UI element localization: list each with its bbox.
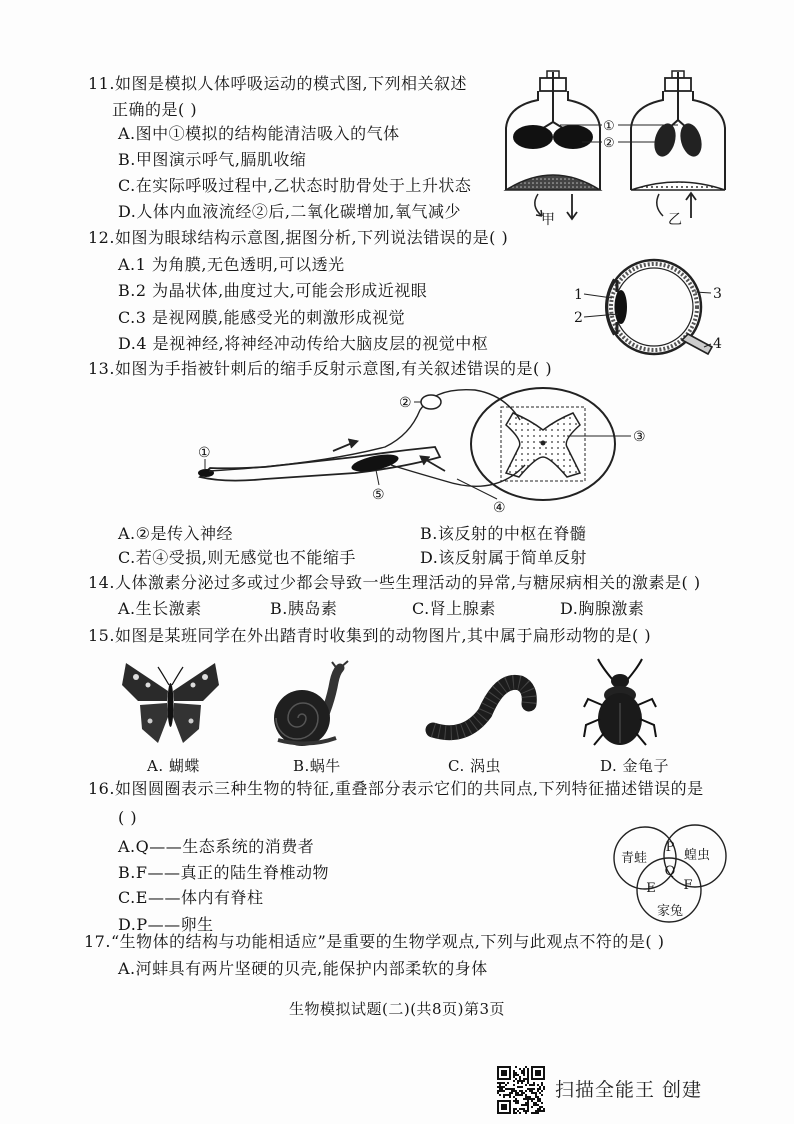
qr-module [525, 1102, 527, 1104]
qr-module [523, 1078, 525, 1080]
qr-module [513, 1096, 515, 1098]
qr-module [535, 1110, 537, 1112]
q15-option-c: C. 涡虫 [448, 757, 501, 775]
reflex-label-5: ⑤ [372, 487, 385, 503]
qr-module [505, 1084, 507, 1086]
qr-module [537, 1112, 539, 1114]
qr-module [539, 1098, 541, 1100]
qr-module [523, 1074, 525, 1076]
qr-module [535, 1112, 537, 1114]
q13-option-d: D.该反射属于简单反射 [420, 548, 587, 567]
qr-module [501, 1070, 507, 1076]
qr-code [497, 1066, 545, 1114]
qr-module [543, 1086, 545, 1088]
qr-module [509, 1096, 511, 1098]
venn-label-q: Q [664, 864, 676, 879]
q13-stem: 13.如图为手指被针刺后的缩手反射示意图,有关叙述错误的是( ) [88, 359, 553, 378]
q14-option-a: A.生长激素 [118, 599, 202, 618]
qr-module [511, 1088, 513, 1090]
qr-module [513, 1108, 515, 1110]
venn-diagram [612, 826, 730, 924]
q11-stem-line-2: 正确的是( ) [112, 100, 198, 119]
q11-option-d: D.人体内血液流经②后,二氧化碳增加,氧气减少 [118, 202, 462, 221]
lung-left-b [553, 125, 593, 149]
qr-module [519, 1080, 521, 1082]
qr-module [533, 1082, 535, 1084]
qr-module [503, 1094, 505, 1096]
planarian-image [425, 668, 537, 746]
qr-module [531, 1084, 533, 1086]
scanner-watermark: 扫描全能王 创建 [555, 1079, 703, 1101]
qr-module [517, 1094, 519, 1096]
q16-stem-line-2: ( ) [118, 808, 138, 827]
qr-module [499, 1086, 501, 1088]
qr-module [525, 1096, 527, 1098]
reflex-arc-figure [195, 385, 653, 520]
qr-module [537, 1100, 539, 1102]
qr-module [515, 1092, 517, 1094]
diaphragm-left [506, 175, 600, 190]
qr-module [533, 1084, 535, 1086]
venn-label-p: P [665, 840, 675, 855]
qr-module [541, 1084, 543, 1086]
eye-label-1: 1 [574, 287, 583, 303]
qr-module [509, 1092, 511, 1094]
breathing-model-figure [500, 70, 728, 228]
q12-option-c: C.3 是视网膜,能感受光的刺激形成视觉 [118, 308, 406, 327]
beetle-image [578, 655, 663, 750]
qr-module [521, 1086, 523, 1088]
qr-module [497, 1092, 499, 1094]
qr-module [541, 1082, 543, 1084]
qr-module [519, 1086, 521, 1088]
qr-module [517, 1100, 519, 1102]
qr-module [539, 1110, 541, 1112]
ganglion [421, 395, 441, 409]
q16-stem-line-1: 16.如图圆圈表示三种生物的特征,重叠部分表示它们的共同点,下列特征描述错误的是 [88, 779, 704, 798]
q11-stem-line-1: 11.如图是模拟人体呼吸运动的模式图,下列相关叙述 [88, 74, 468, 93]
qr-module [531, 1100, 533, 1102]
qr-module [529, 1084, 531, 1086]
qr-module [523, 1110, 525, 1112]
qr-module [497, 1082, 499, 1084]
venn-label-locust: 蝗虫 [684, 848, 711, 863]
qr-module [517, 1092, 519, 1094]
qr-module [525, 1084, 527, 1086]
qr-module [533, 1102, 535, 1104]
q12-option-a: A.1 为角膜,无色透明,可以透光 [118, 255, 345, 274]
qr-module [515, 1066, 517, 1068]
q14-option-c: C.肾上腺素 [412, 599, 496, 618]
qr-module [515, 1108, 517, 1110]
qr-module [541, 1110, 543, 1112]
qr-module [513, 1088, 515, 1090]
qr-module [521, 1094, 523, 1096]
qr-module [521, 1070, 523, 1072]
qr-module [523, 1068, 525, 1070]
qr-module [503, 1082, 505, 1084]
qr-module [499, 1088, 501, 1090]
butterfly-image [118, 655, 223, 750]
qr-module [539, 1092, 541, 1094]
qr-module [497, 1090, 499, 1092]
qr-module [499, 1084, 501, 1086]
qr-module [525, 1094, 527, 1096]
qr-module [537, 1108, 539, 1110]
qr-module [517, 1074, 519, 1076]
qr-module [519, 1094, 521, 1096]
qr-module [513, 1110, 515, 1112]
qr-module [513, 1090, 515, 1092]
qr-module [529, 1096, 531, 1098]
qr-module [527, 1096, 529, 1098]
q13-option-a: A.②是传入神经 [118, 524, 233, 543]
qr-module [513, 1080, 515, 1082]
reflex-label-3: ③ [633, 429, 646, 445]
qr-module [515, 1100, 517, 1102]
qr-module [509, 1094, 511, 1096]
qr-module [505, 1088, 507, 1090]
venn-label-f: F [683, 878, 693, 893]
qr-module [523, 1080, 525, 1082]
snail-image [268, 660, 353, 748]
qr-module [505, 1094, 507, 1096]
q12-stem: 12.如图为眼球结构示意图,据图分析,下列说法错误的是( ) [88, 228, 509, 247]
qr-module [525, 1112, 527, 1114]
qr-module [513, 1072, 515, 1074]
qr-module [537, 1110, 539, 1112]
qr-module [527, 1104, 529, 1106]
venn-label-rabbit: 家兔 [657, 904, 684, 919]
qr-module [537, 1084, 539, 1086]
bell-jar-right [631, 71, 725, 218]
qr-module [531, 1088, 533, 1090]
q14-option-d: D.胸腺激素 [560, 599, 645, 618]
qr-module [511, 1090, 513, 1092]
qr-module [523, 1104, 525, 1106]
efferent-nerve [391, 465, 525, 486]
qr-module [539, 1108, 541, 1110]
qr-module [517, 1110, 519, 1112]
q11-option-b: B.甲图演示呼气,膈肌收缩 [118, 150, 307, 169]
qr-module [539, 1086, 541, 1088]
qr-module [513, 1100, 515, 1102]
qr-module [521, 1072, 523, 1074]
q14-option-b: B.胰岛素 [270, 599, 338, 618]
qr-module [533, 1104, 535, 1106]
qr-module [523, 1070, 525, 1072]
qr-module [527, 1088, 529, 1090]
qr-module [525, 1098, 527, 1100]
eye-label-3: 3 [713, 286, 722, 302]
qr-module [497, 1086, 499, 1088]
lung-right-a [651, 121, 679, 159]
qr-module [515, 1112, 517, 1114]
qr-module [499, 1094, 501, 1096]
qr-module [507, 1094, 509, 1096]
qr-module [517, 1082, 519, 1084]
label-mark-1: ① [603, 119, 615, 134]
qr-module [527, 1080, 529, 1082]
qr-module [535, 1092, 537, 1094]
qr-module [541, 1106, 543, 1108]
qr-module [511, 1092, 513, 1094]
venn-label-e: E [646, 881, 656, 896]
qr-module [515, 1090, 517, 1092]
qr-module [531, 1092, 533, 1094]
qr-module [535, 1102, 537, 1104]
reflex-label-1: ① [198, 445, 211, 461]
qr-module [537, 1096, 539, 1098]
qr-module [527, 1068, 529, 1070]
label-mark-2: ② [603, 136, 615, 151]
q15-option-a: A. 蝴蝶 [147, 757, 200, 775]
qr-module [513, 1084, 515, 1086]
qr-module [525, 1078, 527, 1080]
qr-module [523, 1072, 525, 1074]
qr-module [531, 1106, 533, 1108]
qr-module [527, 1110, 529, 1112]
qr-module [521, 1082, 523, 1084]
qr-module [515, 1102, 517, 1104]
qr-module [533, 1112, 535, 1114]
qr-module [519, 1108, 521, 1110]
qr-module [537, 1088, 539, 1090]
qr-module [543, 1088, 545, 1090]
q13-option-b: B.该反射的中枢在脊髓 [420, 524, 587, 543]
qr-module [517, 1102, 519, 1104]
qr-module [521, 1108, 523, 1110]
qr-module [531, 1090, 533, 1092]
qr-module [513, 1070, 515, 1072]
qr-module [513, 1074, 515, 1076]
qr-module [519, 1112, 521, 1114]
venn-label-frog: 青蛙 [621, 851, 648, 866]
qr-module [525, 1110, 527, 1112]
qr-module [523, 1092, 525, 1094]
qr-module [531, 1098, 533, 1100]
reflex-label-4: ④ [493, 500, 506, 516]
qr-module [527, 1106, 529, 1108]
qr-module [525, 1104, 527, 1106]
q15-option-d: D. 金龟子 [600, 757, 670, 775]
qr-module [527, 1078, 529, 1080]
caption-jia: 甲 [541, 212, 555, 228]
qr-module [533, 1098, 535, 1100]
caption-yi: 乙 [668, 212, 682, 228]
qr-module [539, 1106, 541, 1108]
qr-module [519, 1068, 521, 1070]
q17-option-a: A.河蚌具有两片坚硬的贝壳,能保护内部柔软的身体 [118, 959, 488, 978]
qr-module [517, 1080, 519, 1082]
q16-option-b: B.F——真正的陆生脊椎动物 [118, 863, 329, 882]
q17-stem: 17.“生物体的结构与功能相适应”是重要的生物学观点,下列与此观点不符的是( ) [84, 932, 665, 951]
qr-module [541, 1090, 543, 1092]
qr-module [527, 1070, 529, 1072]
qr-module [503, 1086, 505, 1088]
page-footer: 生物模拟试题(二)(共8页)第3页 [289, 1000, 505, 1018]
qr-module [527, 1072, 529, 1074]
qr-module [535, 1094, 537, 1096]
qr-module [521, 1090, 523, 1092]
qr-module [541, 1094, 543, 1096]
q12-option-d: D.4 是视神经,将神经冲动传给大脑皮层的视觉中枢 [118, 334, 489, 353]
qr-module [535, 1096, 537, 1098]
qr-module [501, 1082, 503, 1084]
qr-module [541, 1102, 543, 1104]
qr-module [509, 1088, 511, 1090]
bell-jar-left [506, 71, 600, 219]
qr-module [533, 1088, 535, 1090]
q12-option-b: B.2 为晶状体,曲度过大,可能会形成近视眼 [118, 281, 428, 300]
q11-option-c: C.在实际呼吸过程中,乙状态时肋骨处于上升状态 [118, 176, 472, 195]
q15-stem: 15.如图是某班同学在外出踏青时收集到的动物图片,其中属于扁形动物的是( ) [88, 626, 652, 645]
eye-label-2: 2 [574, 310, 583, 326]
qr-module [527, 1102, 529, 1104]
qr-module [515, 1074, 517, 1076]
qr-module [543, 1110, 545, 1112]
qr-module [527, 1108, 529, 1110]
lens [615, 290, 627, 324]
q15-option-b: B.蜗牛 [293, 757, 341, 775]
qr-module [515, 1098, 517, 1100]
qr-module [507, 1088, 509, 1090]
q16-option-a: A.Q——生态系统的消费者 [118, 837, 315, 856]
qr-module [519, 1090, 521, 1092]
qr-module [533, 1092, 535, 1094]
qr-module [543, 1108, 545, 1110]
qr-module [527, 1098, 529, 1100]
qr-module [521, 1080, 523, 1082]
qr-module [515, 1094, 517, 1096]
q11-option-a: A.图中①模拟的结构能清洁吸入的气体 [118, 124, 400, 143]
qr-module [539, 1088, 541, 1090]
qr-module [535, 1104, 537, 1106]
qr-module [523, 1108, 525, 1110]
qr-module [501, 1090, 503, 1092]
q16-option-c: C.E——体内有脊柱 [118, 888, 264, 907]
qr-module [537, 1098, 539, 1100]
qr-module [529, 1098, 531, 1100]
qr-module [527, 1074, 529, 1076]
q16-option-d: D.P——卵生 [118, 915, 214, 934]
reflex-label-2: ② [399, 395, 412, 411]
qr-module [527, 1100, 529, 1102]
qr-module [499, 1090, 501, 1092]
qr-module [529, 1088, 531, 1090]
qr-module [521, 1092, 523, 1094]
qr-module [507, 1082, 509, 1084]
qr-module [527, 1076, 529, 1078]
qr-module [525, 1090, 527, 1092]
qr-module [501, 1088, 503, 1090]
qr-module [513, 1076, 515, 1078]
qr-module [515, 1078, 517, 1080]
qr-module [517, 1086, 519, 1088]
qr-module [503, 1090, 505, 1092]
qr-module [531, 1112, 533, 1114]
qr-module [513, 1112, 515, 1114]
qr-module [527, 1082, 529, 1084]
lung-left-a [513, 125, 553, 149]
qr-module [499, 1082, 501, 1084]
eye-label-4: 4 [713, 336, 722, 352]
q14-stem: 14.人体激素分泌过多或过少都会导致一些生理活动的异常,与糖尿病相关的激素是( ) [88, 573, 701, 592]
qr-module [539, 1100, 541, 1102]
diaphragm-right [631, 182, 725, 190]
qr-module [537, 1090, 539, 1092]
qr-module [501, 1104, 507, 1110]
arm-outline [200, 447, 440, 481]
qr-module [503, 1096, 505, 1098]
qr-module [529, 1090, 531, 1092]
optic-nerve [682, 334, 712, 354]
qr-module [535, 1070, 541, 1076]
qr-module [525, 1066, 527, 1068]
lung-right-b [677, 121, 705, 159]
qr-module [519, 1078, 521, 1080]
qr-module [501, 1086, 503, 1088]
qr-module [519, 1076, 521, 1078]
qr-module [537, 1104, 539, 1106]
qr-module [523, 1098, 525, 1100]
qr-module [521, 1104, 523, 1106]
q13-option-c: C.若④受损,则无感觉也不能缩手 [118, 548, 356, 567]
qr-module [515, 1072, 517, 1074]
eyeball-figure [570, 252, 725, 360]
